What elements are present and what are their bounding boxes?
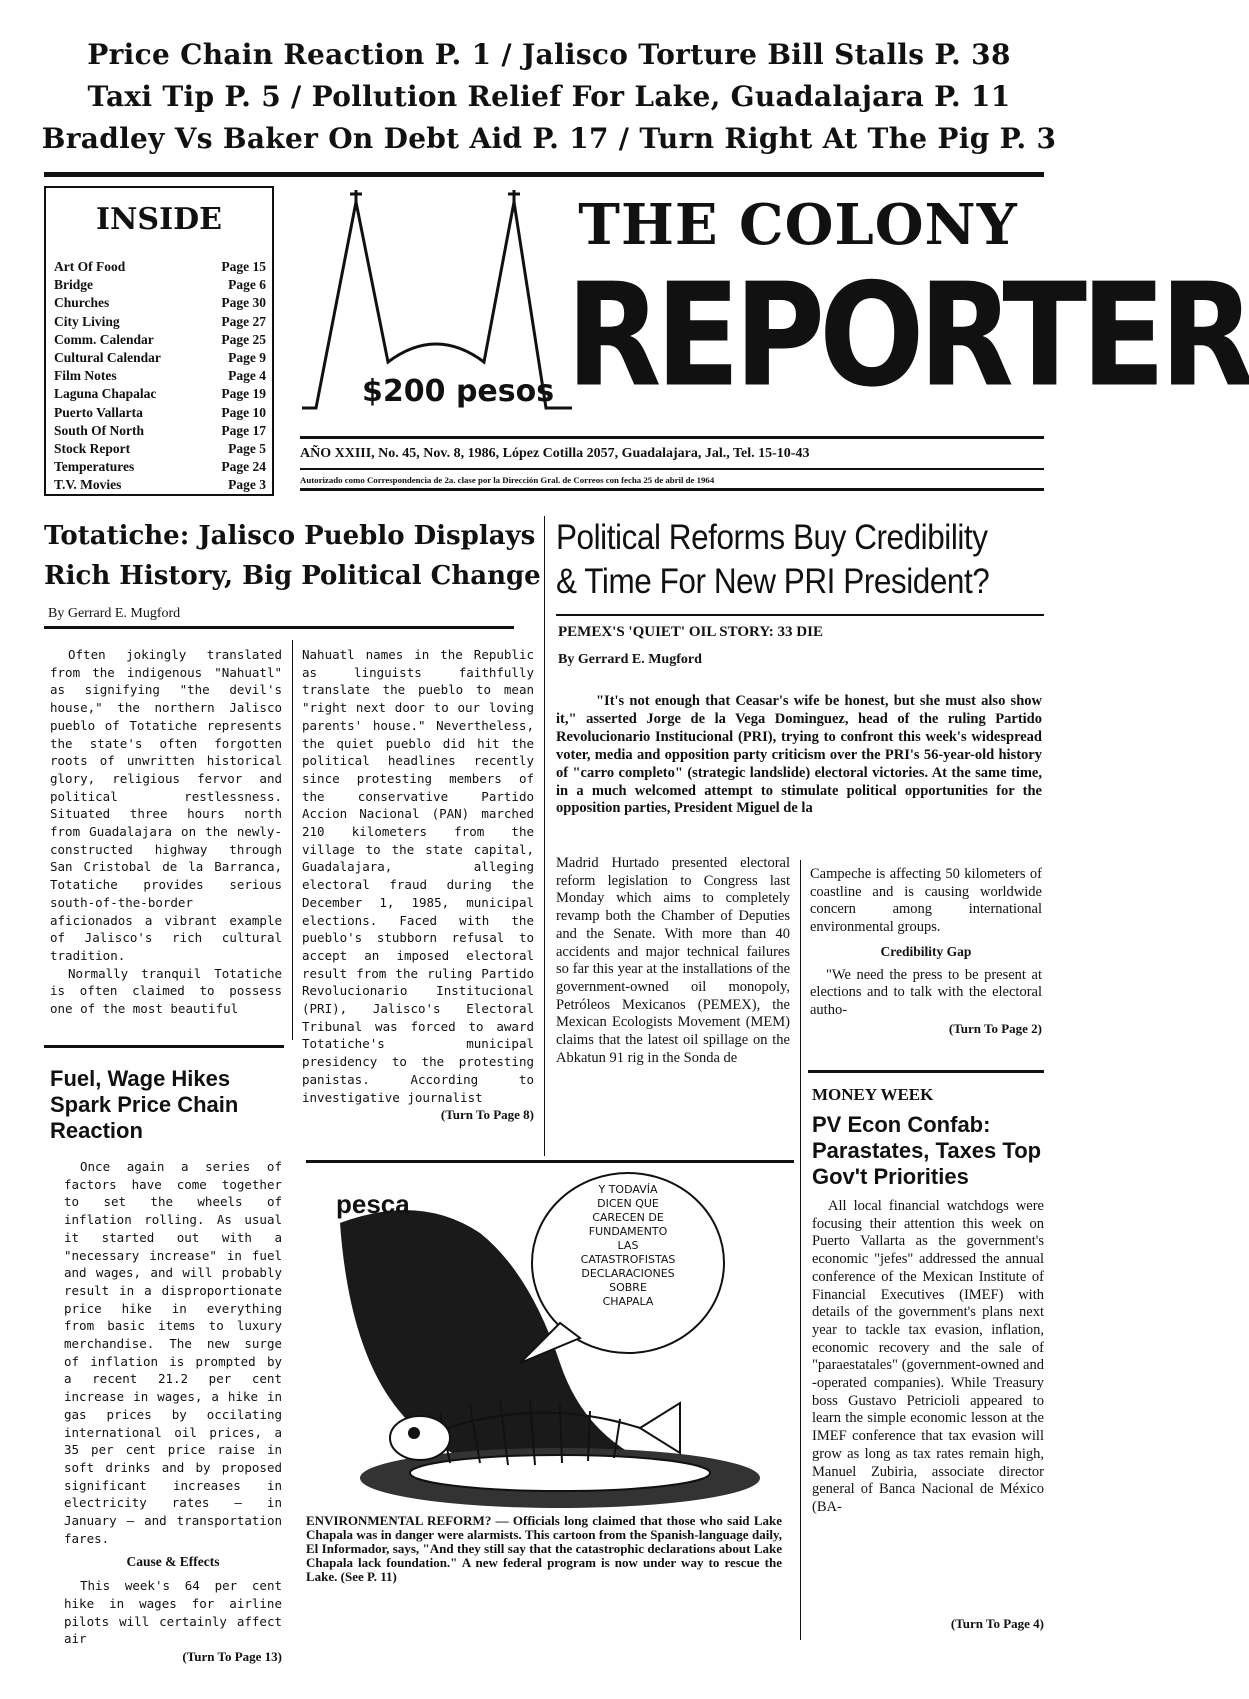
inside-label: City Living (54, 313, 120, 329)
fuel-jump: (Turn To Page 13) (182, 1648, 282, 1664)
money-week-jump: (Turn To Page 4) (950, 1616, 1044, 1631)
fuel-top-rule (44, 1045, 284, 1048)
inside-list (54, 258, 266, 494)
totatiche-headline-line-1: Totatiche: Jalisco Pueblo Displays (44, 521, 536, 551)
reforms-byline: By Gerrard E. Mugford (558, 652, 702, 667)
fuel-body-para-2: This week's 64 per cent hike in wages for airline pilots will certainly affect air (64, 1578, 282, 1647)
info-rule (300, 468, 1044, 470)
inside-page: Page 5 (228, 440, 266, 456)
inside-label: Puerto Vallarta (54, 404, 143, 420)
inside-row (54, 276, 266, 294)
inside-label: Churches (54, 295, 110, 311)
totatiche-col-1-para-1: Often jokingly translated from the indigenous "Nahuatl" as signifying "the devil's house," the northern Jalisco pueblo of Totatiche represents the state's often forgotten roots of unwritten historical glory, religious fervor and political restlessness. Situated three hours north from Guadalajara on the newly-constructed highway through San Cristobal de la Barranca, Totatiche provides serious south-of-the-border aficionados a vibrant example of Jalisco's rich cultural tradition. (50, 647, 282, 963)
inside-label: Art Of Food (54, 259, 126, 274)
inside-row (54, 367, 266, 385)
postal-authorization: Autorizado como Correspondencia de 2a. clase por la Dirección Gral. de Correos con fecha 25 de abril de 1964 (300, 475, 715, 485)
inside-page: Page 15 (221, 259, 266, 274)
inside-label: Comm. Calendar (54, 331, 154, 347)
speech-line: LAS (617, 1239, 639, 1252)
inside-page: Page 25 (221, 331, 266, 347)
inside-page: Page 9 (228, 349, 266, 365)
speech-line: CHAPALA (602, 1295, 654, 1308)
pesca-fish-cartoon (330, 1163, 788, 1513)
totatiche-rule (44, 626, 514, 629)
inside-page: Page 6 (228, 277, 266, 293)
column-divider (544, 516, 545, 1156)
reforms-headline-line-1: Political Reforms Buy Credibility (556, 518, 988, 557)
reforms-col-b (810, 866, 1042, 1037)
fuel-headline: Fuel, Wage Hikes Spark Price Chain Reaction (50, 1066, 239, 1143)
money-week-label: MONEY WEEK (812, 1085, 934, 1104)
reforms-col-b-text: Campeche is affecting 50 kilometers of coastline and is causing worldwide concern among international environmental groups. (810, 866, 1042, 936)
top-rule (44, 172, 1044, 177)
inside-label: T.V. Movies (54, 477, 122, 493)
cartoon-signature: pesca (336, 1189, 410, 1219)
inside-label: Bridge (54, 277, 93, 293)
money-week-rule (808, 1070, 1044, 1073)
inside-label: Laguna Chapalac (54, 386, 157, 402)
issue-price: $200 pesos (362, 374, 555, 409)
inside-page: Page 3 (228, 477, 266, 493)
reforms-credibility-subhead: Credibility Gap (880, 943, 972, 959)
column-divider (292, 640, 293, 1040)
inside-row (54, 404, 266, 422)
inside-page: Page 10 (221, 404, 266, 420)
speech-line: CATASTROFISTAS (580, 1253, 676, 1266)
speech-line: Y TODAVÍA (598, 1183, 658, 1196)
inside-title: INSIDE (95, 202, 223, 237)
speech-line: DICEN QUE (597, 1197, 659, 1210)
inside-row (54, 458, 266, 476)
inside-index-box (44, 186, 274, 496)
fuel-body (64, 1158, 282, 1666)
money-week-headline: PV Econ Confab: Parastates, Taxes Top Gov't Priorities (812, 1112, 1042, 1189)
fuel-body-para-1: Once again a series of factors have come together to set the wheels of inflation rolling. As usual it started out with a "necessary increase" in fuel and wages, and will probably result in a disproportionate price hike in everything from basic items to luxury merchandise. The new surge of inflation is prompted by a recent 21.2 per cent increase in wages, a hike in gas prices by occilating international oil prices, a 35 per cent price raise in soft drinks and by proposed significant increases in electricity rates — in January — and transportation fares. (64, 1159, 282, 1546)
reforms-subhead: PEMEX'S 'QUIET' OIL STORY: 33 DIE (558, 624, 823, 640)
masthead-rule (300, 436, 1044, 439)
totatiche-byline: By Gerrard E. Mugford (48, 606, 181, 621)
cartoon-caption: ENVIRONMENTAL REFORM? — Officials long claimed that those who said Lake Chapala was in danger were alarmists. This cartoon from the Spanish-language daily, El Informador, says, "And they still say that the catastrophic declarations about Lake Chapala lack foundation." A new federal program is now under way to rescue the Lake. (See P. 11) (306, 1513, 782, 1584)
totatiche-col-2-text: Nahuatl names in the Republic as linguists faithfully translate the pueblo to mean "right next door to our loving parents' house." Nevertheless, the quiet pueblo did hit the political headlines recently since protesting members of the conservative Partido Accion Nacional (PAN) marched 210 kilometers from the village to the state capital, Guadalajara, alleging electoral fraud during the December 1, 1985, municipal elections. Faced with the pueblo's stubborn refusal to accept an imposed electoral result from the ruling Partido Revolucionario Institucional (PRI), Jalisco's Electoral Tribunal was forced to award Totatiche's municipal presidency to the protesting panistas. According to investigative journalist (302, 647, 534, 1105)
inside-row (54, 294, 266, 312)
inside-page: Page 27 (221, 313, 266, 329)
inside-row (54, 476, 266, 494)
inside-page: Page 17 (221, 422, 266, 438)
totatiche-col-1-para-2: Normally tranquil Totatiche is often claimed to possess one of the most beautiful (50, 965, 282, 1017)
inside-row (54, 385, 266, 403)
inside-page: Page 24 (221, 459, 266, 475)
masthead-line-2: REPORTER (566, 253, 1249, 420)
speech-line: SOBRE (609, 1281, 647, 1294)
reforms-headline-line-2: & Time For New PRI President? (556, 562, 990, 601)
inside-row (54, 349, 266, 367)
speech-line: CARECEN DE (592, 1211, 664, 1224)
reforms-rule (556, 614, 1044, 616)
inside-label: Cultural Calendar (54, 349, 161, 365)
inside-label: Stock Report (54, 440, 131, 456)
inside-row (54, 258, 266, 276)
teaser-line-3: Bradley Vs Baker On Debt Aid P. 17 / Turn Right At The Pig P. 3 (41, 122, 1057, 155)
inside-label: Temperatures (54, 459, 135, 475)
reforms-col-b2-text: "We need the press to be present at elections and to talk with the electoral autho- (810, 966, 1042, 1018)
reforms-headline (556, 516, 1004, 604)
reforms-jump: (Turn To Page 2) (948, 1020, 1042, 1036)
totatiche-col-2 (302, 646, 534, 1124)
speech-line: FUNDAMENTO (588, 1225, 668, 1238)
speech-line: DECLARACIONES (581, 1267, 675, 1280)
totatiche-headline (44, 516, 544, 596)
inside-page: Page 4 (228, 368, 266, 384)
inside-row (54, 331, 266, 349)
reforms-lede: "It's not enough that Ceasar's wife be honest, but she must also show it," asserted Jorge de la Vega Dominguez, head of the ruling Partido Revolucionario Institucional (PRI), trying to confront this week's widespread voter, media and opposition party criticism over the PRI's 56-year-old history of "carro completo" (strategic landslide) electoral victories. At the same time, in a much welcomed attempt to stimulate political opportunities for the opposition parties, President Miguel de la (556, 693, 1042, 817)
reforms-col-a: Madrid Hurtado presented electoral reform legislation to Congress last Monday which aims to completely revamp both the Chamber of Deputies and the Senate. With more than 40 accidents and major technical failures so far this year at the installations of the government-owned oil monopoly, Petróleos Mexicanos (PEMEX), the Mexican Ecologists Movement (MEM) claims that the latest oil spillage on the Abkatun 91 rig in the Sonda de (556, 855, 790, 1066)
inside-row (54, 313, 266, 331)
totatiche-jump: (Turn To Page 8) (440, 1107, 534, 1123)
column-divider (800, 860, 801, 1640)
totatiche-col-1 (50, 646, 282, 1018)
auth-rule (300, 488, 1044, 491)
inside-row (54, 440, 266, 458)
inside-row (54, 422, 266, 440)
teaser-line-2: Taxi Tip P. 5 / Pollution Relief For Lake, Guadalajara P. 11 (87, 80, 1011, 113)
inside-page: Page 19 (221, 386, 266, 402)
inside-label: Film Notes (54, 368, 117, 384)
inside-label: South Of North (54, 422, 145, 438)
masthead-line-1: THE COLONY (578, 192, 1018, 258)
issue-info: AÑO XXIII, No. 45, Nov. 8, 1986, López Cotilla 2057, Guadalajara, Jal., Tel. 15-10-43 (300, 446, 810, 461)
money-week-body: All local financial watchdogs were focusing their attention this week on Puerto Vallarta as the government's economic "jefes" addressed the annual conference of the Mexican Institute of Financial Executives (IMEF) with details of the government's plans next year to tackle tax evasion, inflation, economic recovery and the sale of "paraestatales" (government-owned and -operated companies). While Treasury boss Gustavo Petricioli appeared to learn the simple economic lesson at the IMEF conference that tax evasion will grow as long as tax rates remain high, Manuel Zubiria, associate director general of Banca Nacional de México (BA- (812, 1198, 1044, 1515)
teaser-line-1: Price Chain Reaction P. 1 / Jalisco Torture Bill Stalls P. 38 (87, 38, 1011, 71)
fuel-subhead: Cause & Effects (126, 1554, 220, 1570)
totatiche-headline-line-2: Rich History, Big Political Change (44, 561, 541, 591)
inside-page: Page 30 (221, 295, 266, 311)
